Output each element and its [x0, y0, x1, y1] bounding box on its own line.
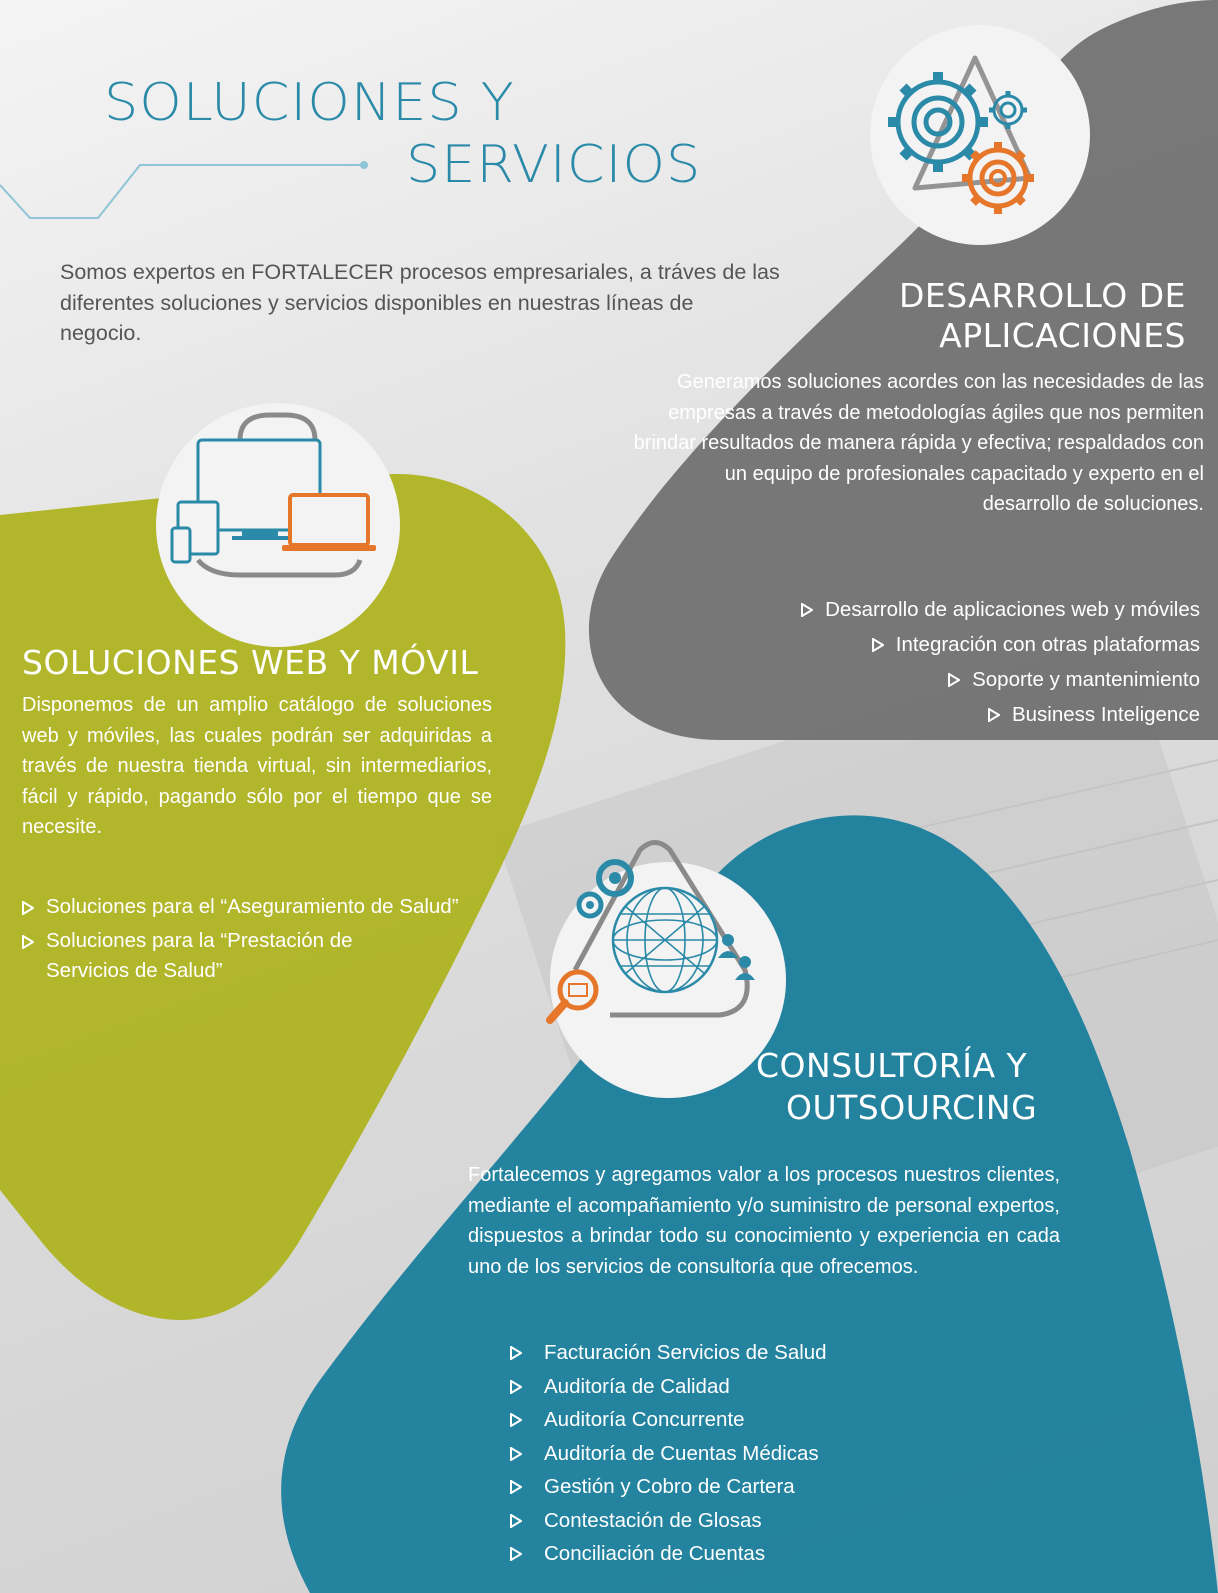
bullet-triangle-icon	[510, 1413, 522, 1427]
bullet-triangle-icon	[510, 1514, 522, 1528]
desarrollo-item: Desarrollo de aplicaciones web y móviles	[801, 592, 1200, 627]
consultoria-item: Auditoría de Cuentas Médicas	[510, 1437, 827, 1471]
web-movil-list	[22, 892, 462, 987]
consultoria-list	[510, 1336, 827, 1571]
page-title-line1: SOLUCIONES Y	[104, 72, 515, 133]
bullet-triangle-icon	[948, 673, 960, 687]
intro-text: Somos expertos en FORTALECER procesos empresariales, a tráves de las diferentes soluciones y servicios disponibles en nuestras líneas de negocio.	[60, 260, 780, 345]
desarrollo-item: Business Inteligence	[801, 697, 1200, 732]
consultoria-item: Conciliación de Cuentas	[510, 1537, 827, 1571]
gears-icon	[880, 38, 1070, 228]
desarrollo-item: Soporte y mantenimiento	[801, 662, 1200, 697]
bullet-triangle-icon	[510, 1547, 522, 1561]
bullet-triangle-icon	[801, 603, 813, 617]
consultoria-item: Contestación de Glosas	[510, 1504, 827, 1538]
bullet-triangle-icon	[22, 901, 34, 915]
bullet-triangle-icon	[22, 935, 34, 949]
web-movil-item: Soluciones para la “Prestación de Servicios de Salud”	[22, 926, 462, 987]
bullet-triangle-icon	[510, 1480, 522, 1494]
consultoria-item: Auditoría de Calidad	[510, 1370, 827, 1404]
desarrollo-title-line1: DESARROLLO DE	[898, 276, 1186, 315]
web-movil-title: SOLUCIONES WEB Y MÓVIL	[22, 643, 479, 682]
consultoria-description: Fortalecemos y agregamos valor a los procesos nuestros clientes, mediante el acompañamiento y/o suministro de personal expertos, dispuestos a brindar todo su conocimiento y experiencia en cada uno de los servicios de consultoría que ofrecemos.	[468, 1164, 1060, 1278]
consultoria-title-line1: CONSULTORÍA Y	[756, 1046, 1028, 1085]
page-title-line2: SERVICIOS	[406, 134, 702, 195]
bullet-triangle-icon	[988, 708, 1000, 722]
bullet-triangle-icon	[510, 1346, 522, 1360]
bullet-triangle-icon	[872, 638, 884, 652]
bullet-triangle-icon	[510, 1380, 522, 1394]
consultoria-title-line2: OUTSOURCING	[786, 1088, 1038, 1127]
globe-network-icon	[540, 840, 770, 1040]
consultoria-item: Facturación Servicios de Salud	[510, 1336, 827, 1370]
web-movil-description: Disponemos de un amplio catálogo de soluciones web y móviles, las cuales podrán ser adquiridas a través de nuestra tienda virtual, sin intermediarios, fácil y rápido, pagando sólo por el tiempo que se necesite.	[22, 694, 492, 838]
desarrollo-list	[801, 592, 1200, 732]
desarrollo-description: Generamos soluciones acordes con las necesidades de las empresas a través de metodologías ágiles que nos permiten brindar resultados de manera rápida y efectiva; respaldados con un equipo de profesionales capacitado y experto en el desarrollo de soluciones.	[633, 371, 1204, 515]
consultoria-item: Auditoría Concurrente	[510, 1403, 827, 1437]
web-movil-item: Soluciones para el “Aseguramiento de Salud”	[22, 892, 462, 923]
desarrollo-title-line2: APLICACIONES	[939, 316, 1186, 355]
devices-icon	[170, 410, 390, 590]
title-decoration-lines	[0, 162, 367, 218]
consultoria-item: Gestión y Cobro de Cartera	[510, 1470, 827, 1504]
bullet-triangle-icon	[510, 1447, 522, 1461]
desarrollo-item: Integración con otras plataformas	[801, 627, 1200, 662]
